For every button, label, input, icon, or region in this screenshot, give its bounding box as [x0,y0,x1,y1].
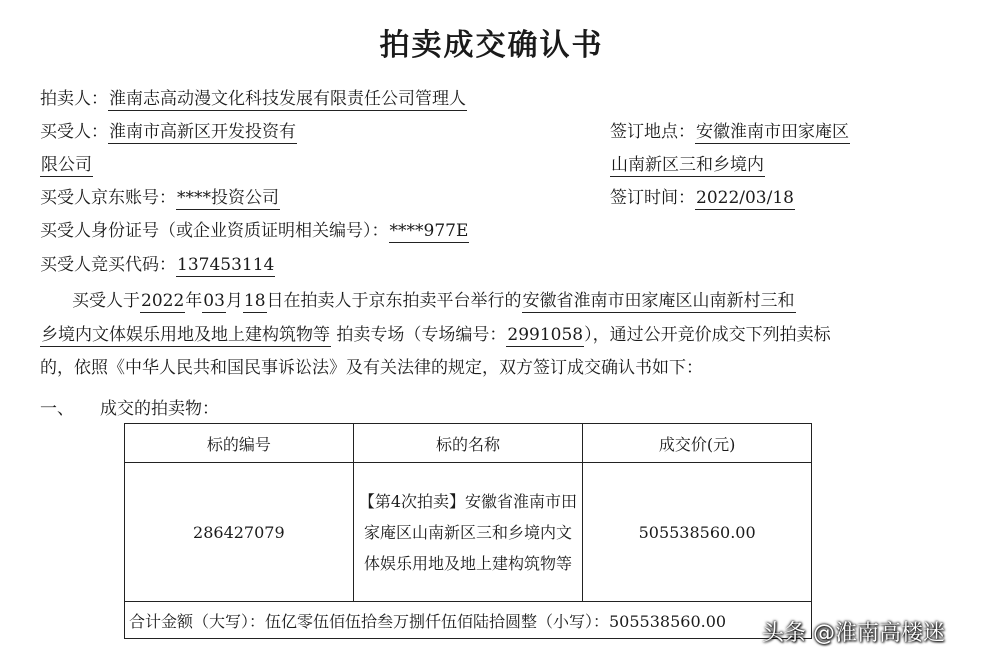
section-heading [40,398,219,420]
paragraph-text: 月 [225,291,243,311]
paragraph-text: ），通过公开竞价成交下列拍卖标 [584,325,831,345]
auction-object-line2: 乡境内文体娱乐用地及地上建构筑物等 [41,325,330,345]
section-title: 成交的拍卖物： [100,399,219,419]
buyer-label: 买受人： [40,122,108,142]
deal-year: 2022 [141,291,185,311]
sign-time-value: 2022/03/18 [696,188,794,208]
buyer-value-line1: 淮南市高新区开发投资有 [109,122,296,142]
auctioneer-label: 拍卖人： [40,89,108,109]
sign-time-label: 签订时间： [610,188,695,208]
paragraph-line-3: 的，依照《中华人民共和国民事诉讼法》及有关法律的规定，双方签订成交确认书如下： [40,358,703,378]
buyer-row [40,121,297,143]
paragraph-text: 年 [185,291,203,311]
item-name: 【第4次拍卖】安徽省淮南市田家庵区山南新区三和乡境内文体娱乐用地及地上建构筑物等 [353,463,583,602]
jd-account-label: 买受人京东账号： [40,188,176,208]
watermark: 头条 @淮南高楼迷 [762,621,945,646]
item-id: 286427079 [125,463,354,602]
bid-code-label: 买受人竞买代码： [40,255,176,275]
auctioneer-value: 淮南志高动漫文化科技发展有限责任公司管理人 [109,89,466,109]
bid-code-row [40,254,275,276]
sign-place-value-line1: 安徽淮南市田家庵区 [696,122,849,142]
id-number-value: ****977E [389,221,469,241]
item-price: 505538560.00 [583,463,812,602]
document-title: 拍卖成交确认书 [379,28,604,63]
bid-code-value: 137453114 [177,255,275,275]
table-total-row [125,602,812,639]
jd-account-row [40,187,280,209]
jd-account-value: ****投资公司 [177,188,279,208]
sign-place-value-line2: 山南新区三和乡境内 [611,155,764,175]
paragraph-line-2 [40,324,831,346]
buyer-value-line2: 限公司 [41,155,92,175]
paragraph-text: 买受人于 [72,291,140,311]
table-header-name: 标的名称 [353,424,583,463]
sign-time-row [610,187,795,209]
id-number-label: 买受人身份证号（或企业资质证明相关编号）： [40,221,389,241]
total-amount: 合计金额（大写）：伍亿零伍佰伍拾叁万捌仟伍佰陆拾圆整（小写）：505538560.00 [125,602,812,639]
sign-place-row-cont [610,154,765,176]
deal-day: 18 [243,291,266,311]
auction-object-line1: 安徽省淮南市田家庵区山南新村三和 [522,291,795,311]
auction-items-table [124,423,812,639]
id-number-row [40,220,469,242]
paragraph-line-1 [72,290,796,312]
deal-month: 03 [203,291,225,311]
table-header-row [125,424,812,463]
table-row [125,463,812,602]
session-number: 2991058 [507,325,584,345]
table-header-id: 标的编号 [125,424,354,463]
table-header-price: 成交价(元) [583,424,812,463]
sign-place-label: 签订地点： [610,122,695,142]
buyer-row-cont [40,154,93,176]
paragraph-text: 日在拍卖人于京东拍卖平台举行的 [266,291,522,311]
sign-place-row [610,121,850,143]
section-number: 一、 [40,399,74,419]
paragraph-text: 拍卖专场（专场编号： [336,325,507,345]
auctioneer-row [40,88,467,110]
